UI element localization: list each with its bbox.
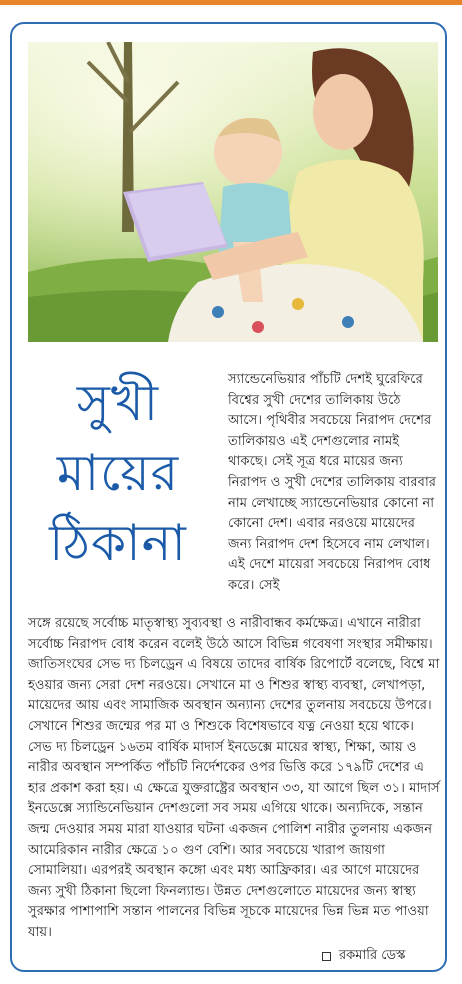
photo-illustration: [28, 42, 438, 342]
headline-line-1: সুখী: [76, 374, 160, 432]
byline-text: রকমারি ডেস্ক: [339, 947, 406, 963]
mother-child-reading-photo: [28, 42, 438, 342]
headline-line-3: ঠিকানা: [49, 514, 187, 572]
headline-line-2: মায়ের: [56, 444, 180, 502]
square-outline-icon: [322, 952, 331, 961]
article-paragraph-full: সঙ্গে রয়েছে সর্বোচ্চ মাতৃস্বাস্থ্য সুব্যবস্থা ও নারীবান্ধব কর্মক্ষেত্র। এখানে নারীরা সর্বোচ্চ নিরাপদ বোধ করেন বলেই উঠে আসে বিভিন্ন গবেষণা সংস্থার সমীক্ষায়। জাতিসংঘের সেভ দ্য চিলড্রেন এ বিষয়ে তাদের বার্ষিক রিপোর্টে বলেছে, বিশ্বে মা হওয়ার জন্য সেরা দেশ নরওয়ে। সেখানে মা ও শিশুর স্বাস্থ্য ব্যবস্থা, লেখাপড়া, মায়েদের আয় এবং সামাজিক অবস্থান অন্যান্য দেশের তুলনায় সবচেয়ে উপরে। সেখানে শিশুর জন্মের পর মা ও শিশুকে বিশেষভাবে যত্ন নেওয়া হয়ে থাকে। সেভ দ্য চিলড্রেন ১৬তম বার্ষিক মাদার্স ইনডেক্সে মায়ের স্বাস্থ্য, শিক্ষা, আয় ও নারীর অবস্থান সম্পর্কিত পাঁচটি নির্দেশকের ওপর ভিত্তি করে ১৭৯টি দেশের এ হার প্রকাশ করা হয়। এ ক্ষেত্রে যুক্তরাষ্ট্রের অবস্থান ৩৩, যা আগে ছিল ৩১। মাদার্স ইনডেক্সে স্যান্ডিনেভিয়ান দেশগুলো সব সময় এগিয়ে থাকে। অন্যদিকে, সন্তান জন্ম দেওয়ার সময় মারা যাওয়ার ঘটনা একজন পোলিশ নারীর তুলনায় একজন আমেরিকান নারীর ক্ষেত্রে ১০ গুণ বেশি। আর সবচেয়ে খারাপ জায়গা সোমালিয়া। এরপরই অবস্থান কঙ্গো এবং মধ্য আফ্রিকার। এর আগে মায়েদের জন্য সুখী ঠিকানা ছিলো ফিনল্যান্ড। উন্নত দেশগুলোতে মায়েদের জন্য স্বাস্থ্য সুরক্ষার পাশাপাশি সন্তান পালনের বিভিন্ন সূচকে মায়েদের ভিন্ন ভিন্ন মত পাওয়া যায়।: [28, 616, 440, 940]
byline: [322, 946, 442, 966]
article-headline: [28, 368, 208, 578]
top-accent-bar: [0, 0, 462, 5]
article-paragraph-side: স্যান্ডেনেভিয়ার পাঁচটি দেশই ঘুরেফিরে বিশ্বের সুখী দেশের তালিকায় উঠে আসে। পৃথিবীর সবচেয়ে নিরাপদ দেশের তালিকায়ও এই দেশগুলোর নামই থাকছে। সেই সূত্র ধরে মায়ের জন্য নিরাপদ ও সুখী দেশের তালিকায় বারবার নাম লেখাচ্ছে স্যান্ডেনেভিয়ার কোনো না কোনো দেশ। এবার নরওয়ে মায়েদের জন্য নিরাপদ দেশ হিসেবে নাম লেখাল। এই দেশে মায়েরা সবচেয়ে নিরাপদ বোধ করে। সেই: [228, 372, 437, 593]
